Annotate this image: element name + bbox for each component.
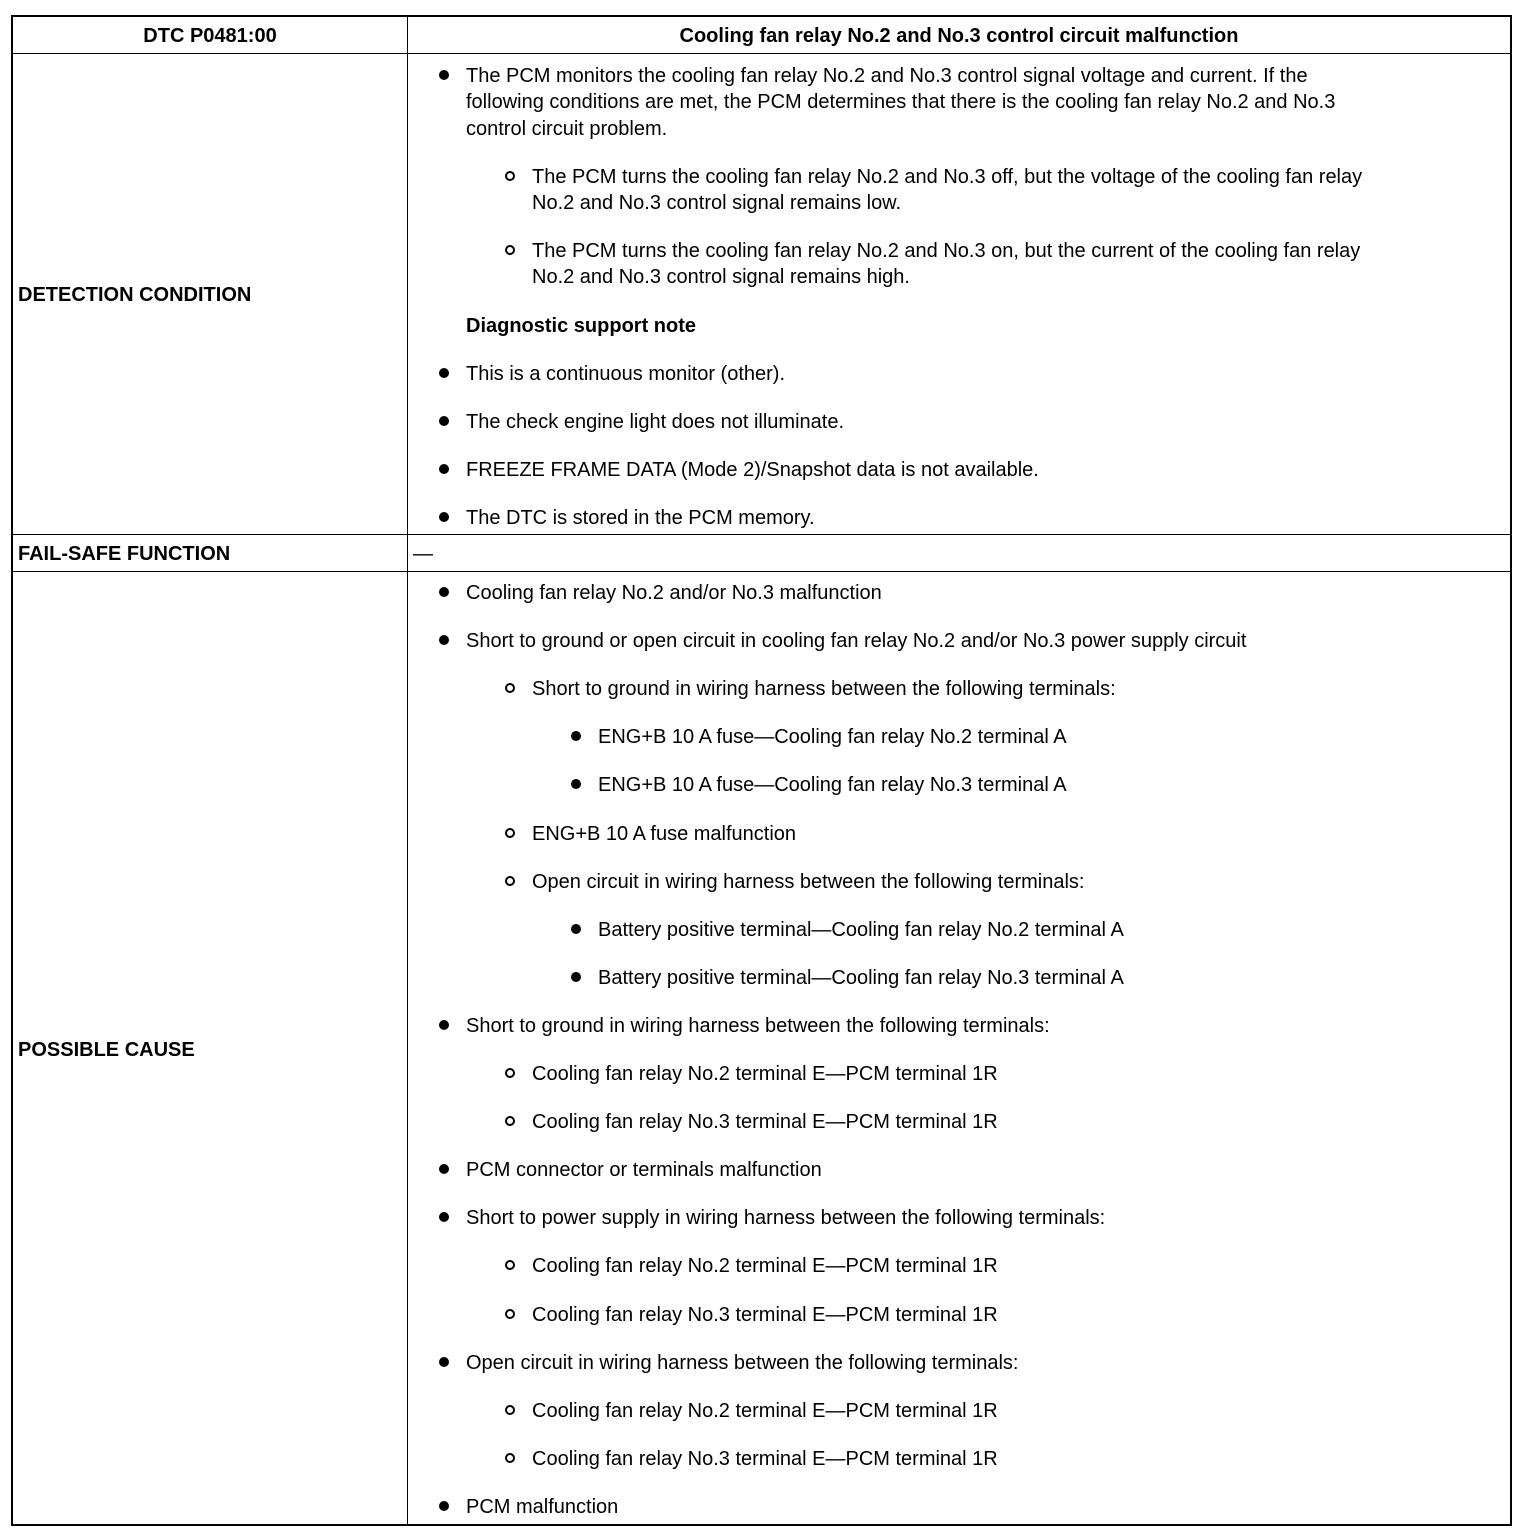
dtc-table	[11, 15, 1512, 1526]
filled-bullet-icon	[439, 464, 449, 474]
filled-bullet-icon	[439, 512, 449, 522]
filled-bullet-icon	[439, 1164, 449, 1174]
row-divider-detection	[13, 534, 1510, 535]
list-item-line: Cooling fan relay No.3 terminal E—PCM terminal 1R	[532, 1447, 998, 1470]
hollow-bullet-icon	[505, 171, 515, 181]
list-item-line: Cooling fan relay No.3 terminal E—PCM terminal 1R	[532, 1303, 998, 1326]
list-item-line: Short to power supply in wiring harness between the following terminals:	[466, 1207, 1106, 1230]
list-item-line: Cooling fan relay No.3 terminal E—PCM terminal 1R	[532, 1111, 998, 1134]
list-item-line: following conditions are met, the PCM determines that there is the cooling fan relay No.2 and No.3	[466, 91, 1336, 114]
list-item-line: ENG+B 10 A fuse—Cooling fan relay No.2 terminal A	[598, 726, 1067, 749]
fail-safe-value: —	[413, 543, 433, 565]
filled-bullet-icon	[571, 972, 581, 982]
list-item-line: No.2 and No.3 control signal remains low.	[532, 192, 902, 214]
filled-bullet-icon	[571, 924, 581, 934]
hollow-bullet-icon	[505, 245, 515, 255]
list-item-line: The check engine light does not illuminate.	[466, 410, 845, 433]
filled-bullet-icon	[439, 1501, 449, 1511]
row-divider-header	[13, 53, 1510, 54]
list-item-line: Battery positive terminal—Cooling fan relay No.2 terminal A	[598, 918, 1124, 941]
filled-bullet-icon	[439, 587, 449, 597]
list-item-line: No.2 and No.3 control signal remains high.	[532, 266, 910, 289]
hollow-bullet-icon	[505, 1405, 515, 1415]
list-item-line: PCM malfunction	[466, 1495, 619, 1518]
list-item-line: Short to ground in wiring harness between the following terminals:	[466, 1014, 1050, 1037]
hollow-bullet-icon	[505, 1309, 515, 1319]
possible-cause-label: POSSIBLE CAUSE	[18, 1039, 195, 1061]
list-item-line: Open circuit in wiring harness between the following terminals:	[466, 1351, 1019, 1374]
hollow-bullet-icon	[505, 876, 515, 886]
column-divider	[407, 17, 408, 1524]
list-item-line: The PCM turns the cooling fan relay No.2 and No.3 off, but the voltage of the cooling fan relay	[532, 165, 1363, 188]
filled-bullet-icon	[571, 779, 581, 789]
filled-bullet-icon	[439, 1020, 449, 1030]
hollow-bullet-icon	[505, 1260, 515, 1270]
list-item-line: Diagnostic support note	[466, 314, 696, 337]
list-item-line: The PCM turns the cooling fan relay No.2 and No.3 on, but the current of the cooling fan relay	[532, 240, 1361, 263]
dtc-code-header: DTC P0481:00	[143, 25, 277, 47]
list-item-line: ENG+B 10 A fuse malfunction	[532, 822, 797, 845]
list-item-line: Open circuit in wiring harness between the following terminals:	[532, 870, 1085, 893]
list-item-line: The DTC is stored in the PCM memory.	[466, 506, 815, 529]
list-item-line: Short to ground in wiring harness between the following terminals:	[532, 678, 1116, 701]
list-item-line: Cooling fan relay No.2 and/or No.3 malfunction	[466, 582, 882, 604]
dtc-title-header: Cooling fan relay No.2 and No.3 control circuit malfunction	[679, 25, 1239, 47]
hollow-bullet-icon	[505, 1453, 515, 1463]
list-item-line: Cooling fan relay No.2 terminal E—PCM terminal 1R	[532, 1399, 998, 1422]
filled-bullet-icon	[439, 1212, 449, 1222]
list-item-line: control circuit problem.	[466, 117, 668, 140]
filled-bullet-icon	[439, 70, 449, 80]
filled-bullet-icon	[439, 1357, 449, 1367]
filled-bullet-icon	[571, 731, 581, 741]
list-item-line: This is a continuous monitor (other).	[466, 362, 786, 385]
list-item-line: Cooling fan relay No.2 terminal E—PCM terminal 1R	[532, 1063, 998, 1085]
hollow-bullet-icon	[505, 1116, 515, 1126]
list-item-line: Cooling fan relay No.2 terminal E—PCM terminal 1R	[532, 1255, 998, 1278]
detection-condition-label: DETECTION CONDITION	[18, 284, 252, 306]
list-item-line: ENG+B 10 A fuse—Cooling fan relay No.3 terminal A	[598, 774, 1067, 797]
row-divider-failsafe	[13, 571, 1510, 572]
filled-bullet-icon	[439, 635, 449, 645]
hollow-bullet-icon	[505, 828, 515, 838]
hollow-bullet-icon	[505, 683, 515, 693]
filled-bullet-icon	[439, 416, 449, 426]
list-item-line: Short to ground or open circuit in cooling fan relay No.2 and/or No.3 power supply circuit	[466, 630, 1247, 653]
fail-safe-label: FAIL-SAFE FUNCTION	[18, 543, 231, 565]
list-item-line: FREEZE FRAME DATA (Mode 2)/Snapshot data is not available.	[466, 458, 1039, 481]
list-item-line: Battery positive terminal—Cooling fan relay No.3 terminal A	[598, 966, 1124, 989]
filled-bullet-icon	[439, 368, 449, 378]
list-item-line: PCM connector or terminals malfunction	[466, 1159, 822, 1182]
list-item-line: The PCM monitors the cooling fan relay No.2 and No.3 control signal voltage and current. If the	[466, 65, 1308, 87]
hollow-bullet-icon	[505, 1068, 515, 1078]
